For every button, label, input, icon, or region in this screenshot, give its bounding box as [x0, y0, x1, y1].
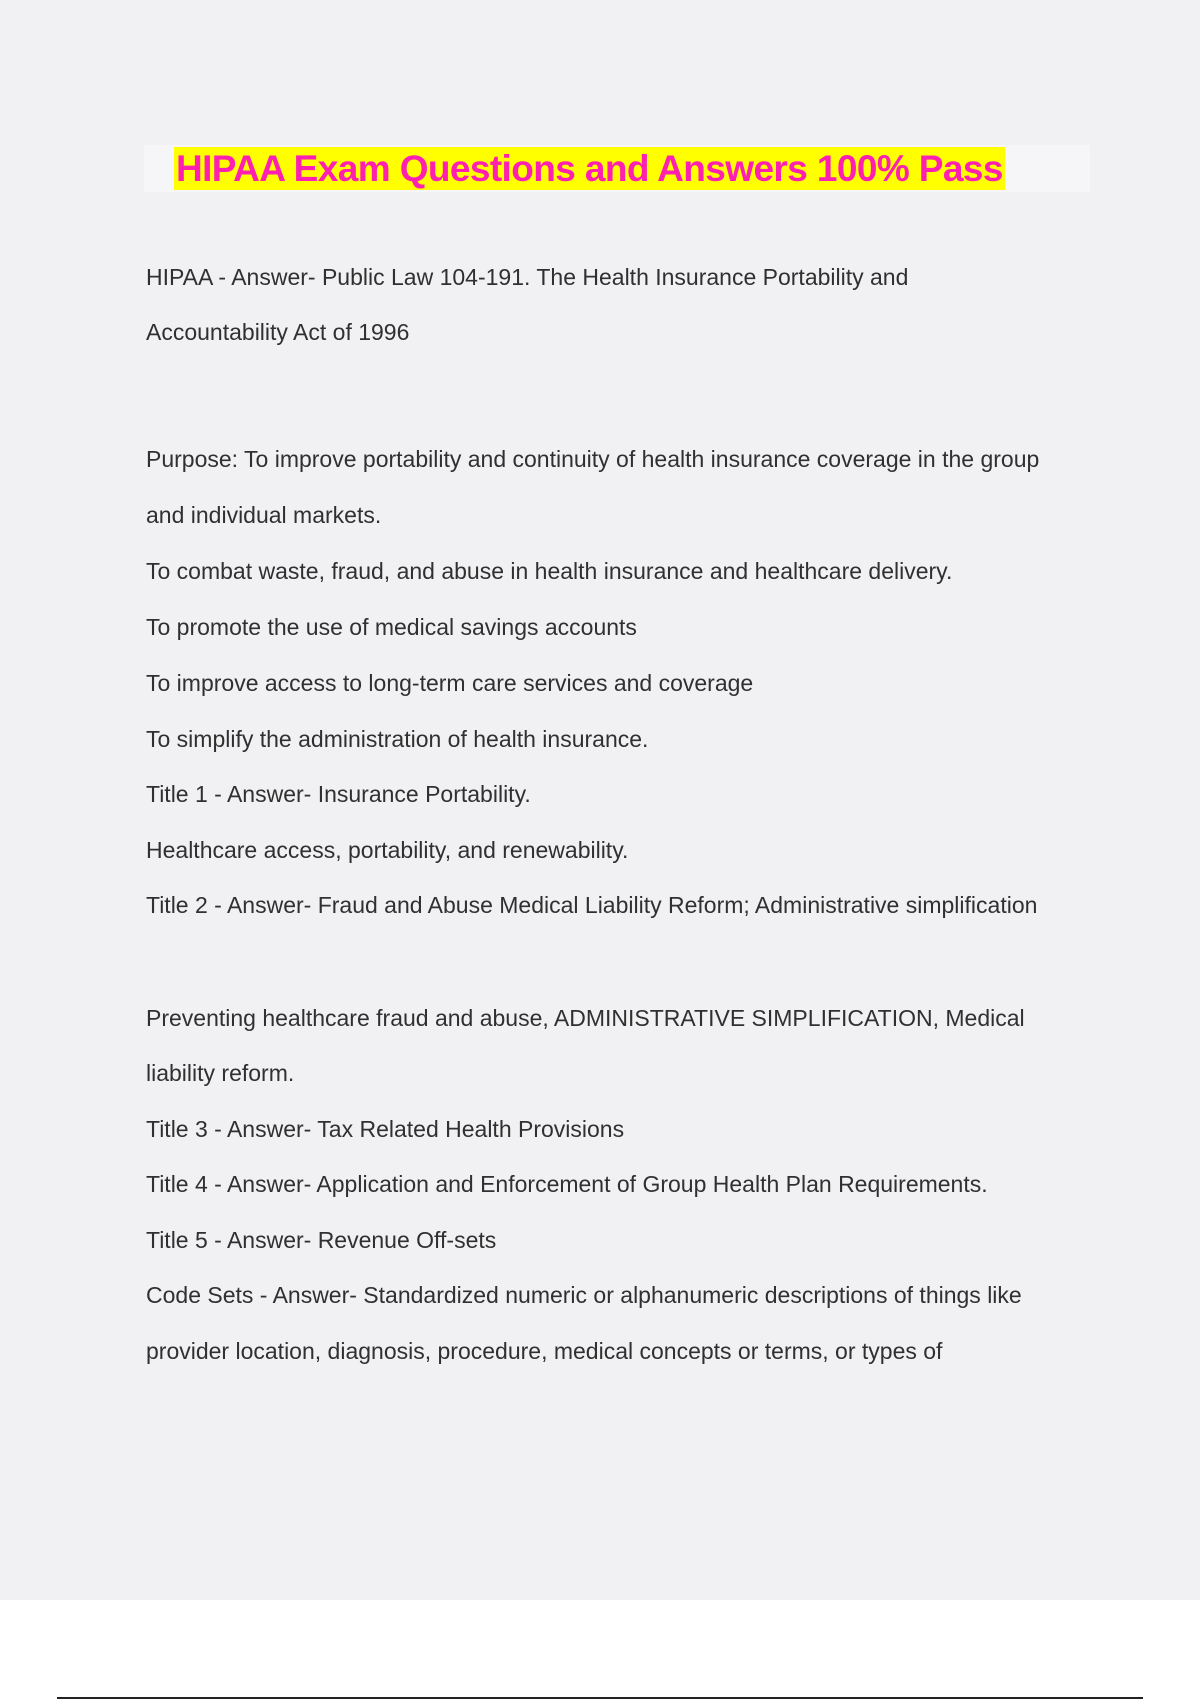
text-line: and individual markets. — [146, 502, 382, 528]
text-line: To promote the use of medical savings accounts — [146, 614, 637, 640]
text-line: Preventing healthcare fraud and abuse, ADMINISTRATIVE SIMPLIFICATION, Medical — [146, 1005, 1025, 1031]
text-line: HIPAA - Answer- Public Law 104-191. The Health Insurance Portability and — [146, 264, 909, 290]
text-line: To improve access to long-term care services and coverage — [146, 670, 754, 696]
text-line: Purpose: To improve portability and continuity of health insurance coverage in the group — [146, 446, 1040, 472]
text-line: To simplify the administration of health insurance. — [146, 726, 649, 752]
text-line: Title 3 - Answer- Tax Related Health Provisions — [146, 1116, 625, 1142]
text-line: Title 2 - Answer- Fraud and Abuse Medical Liability Reform; Administrative simplification — [146, 892, 1038, 918]
text-line: liability reform. — [146, 1060, 295, 1086]
text-line: Accountability Act of 1996 — [146, 319, 410, 345]
text-line: Title 4 - Answer- Application and Enforcement of Group Health Plan Requirements. — [146, 1171, 988, 1197]
text-line: Title 1 - Answer- Insurance Portability. — [146, 781, 531, 807]
text-line: Title 5 - Answer- Revenue Off-sets — [146, 1227, 497, 1253]
bottom-divider — [57, 1697, 1143, 1699]
text-line: Code Sets - Answer- Standardized numeric or alphanumeric descriptions of things like — [146, 1282, 1022, 1308]
document-title: HIPAA Exam Questions and Answers 100% Pass — [176, 148, 1003, 189]
text-line: Healthcare access, portability, and renewability. — [146, 837, 629, 863]
text-line: To combat waste, fraud, and abuse in health insurance and healthcare delivery. — [146, 558, 953, 584]
text-line: provider location, diagnosis, procedure, medical concepts or terms, or types of — [146, 1338, 943, 1364]
